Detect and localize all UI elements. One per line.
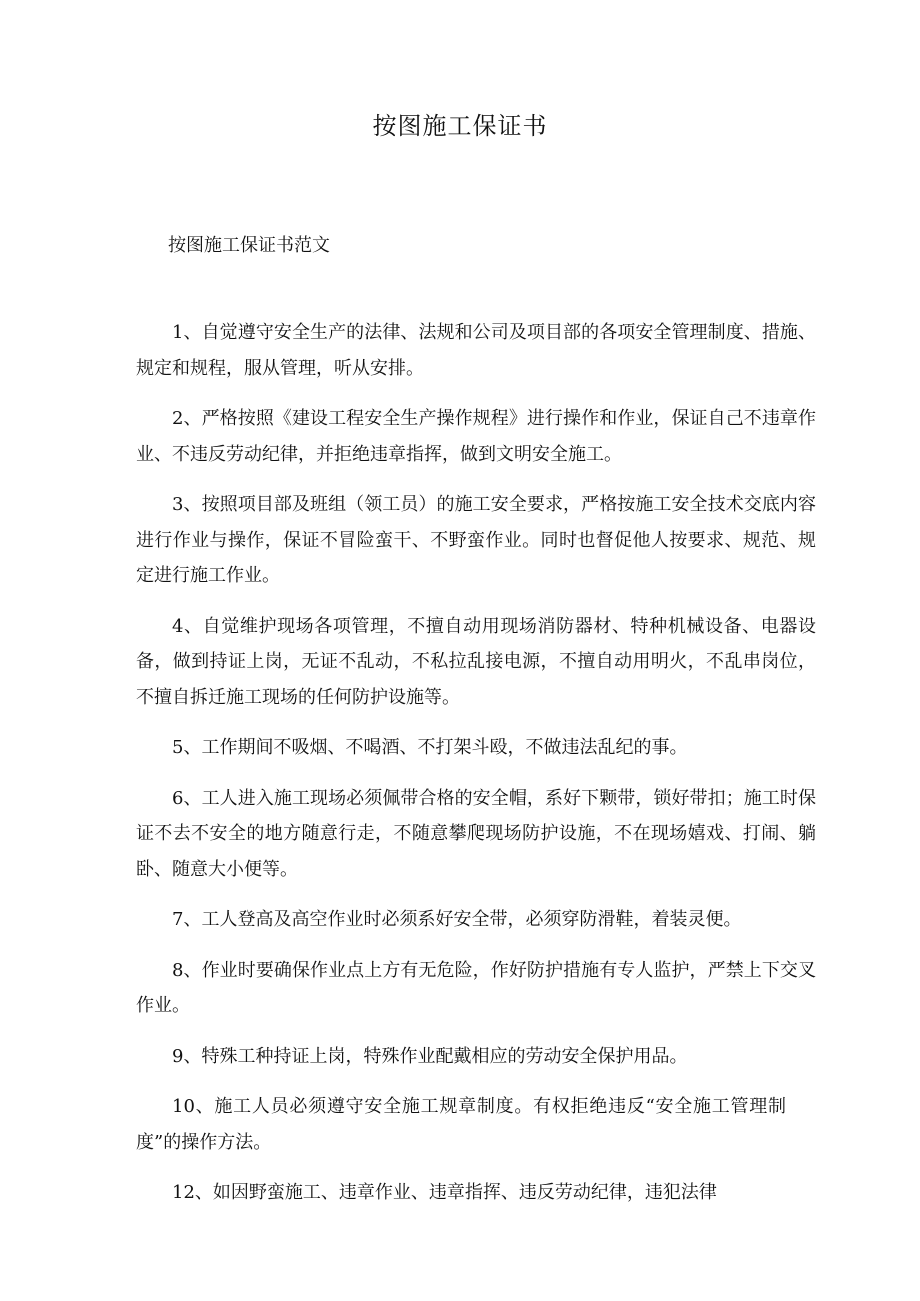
document-body: [136, 315, 816, 1226]
paragraph-7: 7、工人登高及高空作业时必须系好安全带，必须穿防滑鞋，着装灵便。: [172, 909, 742, 930]
paragraph-8: 8、作业时要确保作业点上方有无危险，作好防护措施有专人监护，严禁上下交叉作业。: [136, 959, 816, 1016]
paragraph-1: 1、自觉遵守安全生产的法律、法规和公司及项目部的各项安全管理制度、措施、规定和规程，服从管理，听从安排。: [136, 322, 816, 379]
document-title: 按图施工保证书: [372, 112, 548, 140]
paragraph-9: 9、特殊工种持证上岗，特殊作业配戴相应的劳动安全保护用品。: [172, 1045, 688, 1067]
paragraph-10: 10、施工人员必须遵守安全施工规章制度。有权拒绝违反“安全施工管理制度”的操作方法。: [136, 1096, 786, 1153]
paragraph-12: 12、如因野蛮施工、违章作业、违章指挥、违反劳动纪律，违犯法律: [172, 1182, 717, 1203]
paragraph-4: 4、自觉维护现场各项管理，不擅自动用现场消防器材、特种机械设备、电器设备，做到持证上岗，无证不乱动，不私拉乱接电源，不擅自动用明火，不乱串岗位，不擅自拆迁施工现场的任何防护设施等。: [136, 615, 816, 708]
paragraph-2: 2、严格按照《建设工程安全生产操作规程》进行操作和作业，保证自己不违章作业、不违反劳动纪律，并拒绝违章指挥，做到文明安全施工。: [136, 408, 816, 465]
paragraph-5: 5、工作期间不吸烟、不喝酒、不打架斗殴，不做违法乱纪的事。: [172, 737, 688, 758]
paragraph-3: 3、按照项目部及班组（领工员）的施工安全要求，严格按施工安全技术交底内容进行作业与操作，保证不冒险蛮干、不野蛮作业。同时也督促他人按要求、规范、规定进行施工作业。: [136, 494, 816, 586]
paragraph-6: 6、工人进入施工现场必须佩带合格的安全帽，系好下颗带，锁好带扣；施工时保证不去不安全的地方随意行走，不随意攀爬现场防护设施，不在现场嬉戏、打闹、躺卧、随意大小便等。: [136, 787, 816, 880]
document-subtitle: 按图施工保证书范文: [168, 235, 330, 256]
